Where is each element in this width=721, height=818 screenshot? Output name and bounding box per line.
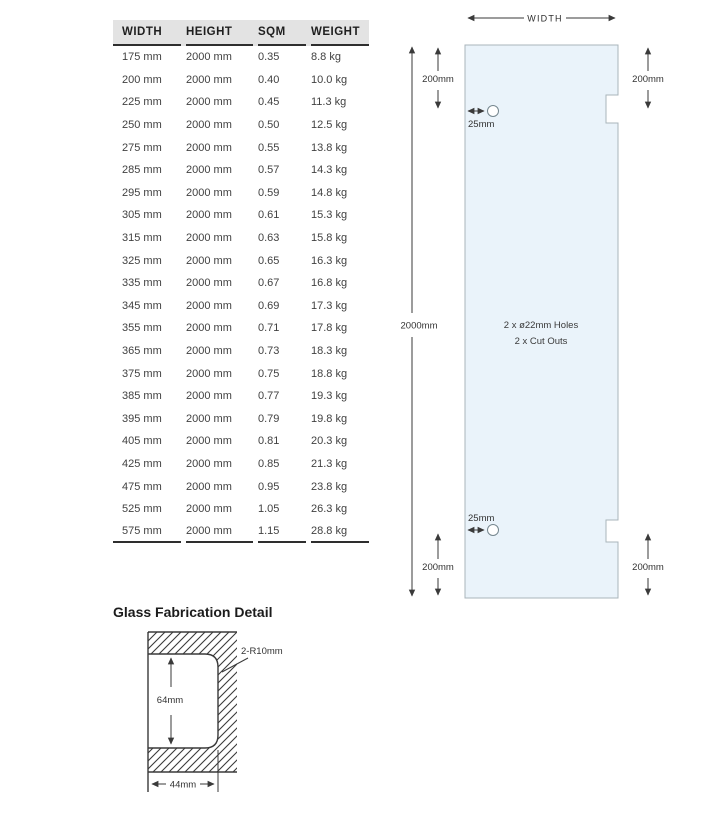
table-row [113, 114, 369, 137]
spec-table [108, 20, 374, 543]
table-row [113, 46, 369, 69]
table-cell: 18.3 kg [311, 345, 348, 358]
table-cell: 14.3 kg [311, 164, 348, 177]
table-cell: 375 mm [122, 367, 162, 380]
table-cell: 0.73 [258, 345, 280, 358]
table-cell: 575 mm [113, 520, 181, 543]
column-header: SQM [258, 20, 306, 46]
table-row [113, 227, 369, 250]
table-cell: 1.05 [258, 503, 280, 516]
table-cell: 15.3 kg [311, 209, 348, 222]
table-cell: 2000 mm [186, 51, 232, 64]
corner-radius-label: 2-R10mm [241, 646, 283, 657]
table-cell: 295 mm [122, 186, 162, 199]
table-cell: 2000 mm [186, 367, 232, 380]
table-cell: 17.8 kg [311, 322, 348, 335]
table-row [113, 272, 369, 295]
table-row [113, 453, 369, 476]
spec-table-body [113, 46, 369, 543]
table-cell: 17.3 kg [311, 299, 348, 312]
table-cell: 0.50 [258, 119, 280, 132]
fabrication-detail-drawing [100, 625, 360, 818]
table-cell: 0.63 [258, 232, 280, 245]
table-cell: 345 mm [122, 299, 162, 312]
table-cell: 385 mm [122, 390, 162, 403]
glass-panel-diagram [380, 0, 721, 620]
table-cell: 325 mm [122, 254, 162, 267]
cutout-height-dimension [157, 658, 183, 744]
table-cell: 0.79 [258, 412, 280, 425]
table-cell: 335 mm [122, 277, 162, 290]
table-cell: 2000 mm [186, 390, 232, 403]
cutout-depth-label: 44mm [169, 779, 197, 791]
table-cell: 395 mm [122, 412, 162, 425]
table-cell: 10.0 kg [311, 73, 348, 86]
table-cell: 200 mm [122, 73, 162, 86]
offset-bottom-right-label: 200mm [632, 562, 664, 573]
table-row [113, 385, 369, 408]
width-dim-label: WIDTH [527, 13, 563, 24]
hole-offset-bottom-label: 25mm [468, 513, 495, 524]
total-height-dimension [401, 47, 438, 596]
table-cell: 1.15 [258, 520, 306, 543]
table-cell: 2000 mm [186, 277, 232, 290]
table-row [113, 136, 369, 159]
table-row [113, 182, 369, 205]
table-cell: 365 mm [122, 345, 162, 358]
column-header: WEIGHT [311, 20, 369, 46]
table-cell: 28.8 kg [311, 520, 369, 543]
table-cell: 275 mm [122, 141, 162, 154]
table-cell: 0.95 [258, 480, 280, 493]
table-cell: 0.65 [258, 254, 280, 267]
table-cell: 2000 mm [186, 186, 232, 199]
table-cell: 14.8 kg [311, 186, 348, 199]
table-cell: 2000 mm [186, 503, 232, 516]
table-cell: 13.8 kg [311, 141, 348, 154]
table-cell: 285 mm [122, 164, 162, 177]
table-cell: 0.55 [258, 141, 280, 154]
table-cell: 2000 mm [186, 322, 232, 335]
table-cell: 0.40 [258, 73, 280, 86]
hole-bottom-circle [488, 525, 499, 536]
table-row [113, 475, 369, 498]
table-row [113, 159, 369, 182]
offset-top-left-dimension [422, 48, 454, 108]
hole-top-circle [488, 106, 499, 117]
table-cell: 18.8 kg [311, 367, 348, 380]
table-cell: 8.8 kg [311, 51, 341, 64]
table-cell: 0.69 [258, 299, 280, 312]
hole-offset-top-label: 25mm [468, 119, 495, 130]
table-cell: 20.3 kg [311, 435, 348, 448]
table-cell: 0.81 [258, 435, 280, 448]
table-row [113, 520, 369, 543]
width-dimension [468, 14, 615, 24]
table-cell: 225 mm [122, 96, 162, 109]
total-height-label: 2000mm [400, 320, 438, 332]
table-cell: 16.8 kg [311, 277, 348, 290]
table-cell: 315 mm [122, 232, 162, 245]
table-cell: 12.5 kg [311, 119, 348, 132]
column-header: WIDTH [113, 20, 181, 46]
table-row [113, 430, 369, 453]
table-cell: 0.85 [258, 457, 280, 470]
table-cell: 175 mm [122, 51, 162, 64]
table-row [113, 249, 369, 272]
table-cell: 475 mm [122, 480, 162, 493]
table-cell: 26.3 kg [311, 503, 348, 516]
table-cell: 2000 mm [186, 141, 232, 154]
table-row [113, 362, 369, 385]
table-cell: 2000 mm [186, 520, 253, 543]
table-cell: 2000 mm [186, 119, 232, 132]
table-cell: 0.77 [258, 390, 280, 403]
panel-note-cutouts: 2 x Cut Outs [514, 336, 568, 347]
table-row [113, 295, 369, 318]
table-cell: 425 mm [122, 457, 162, 470]
offset-top-right-dimension [632, 48, 664, 108]
table-cell: 0.45 [258, 96, 280, 109]
table-row [113, 91, 369, 114]
table-cell: 0.61 [258, 209, 280, 222]
table-cell: 2000 mm [186, 412, 232, 425]
table-cell: 525 mm [122, 503, 162, 516]
panel-note-holes: 2 x ø22mm Holes [503, 320, 579, 331]
table-cell: 11.3 kg [311, 96, 347, 109]
table-cell: 2000 mm [186, 480, 232, 493]
column-header: HEIGHT [186, 20, 253, 46]
table-cell: 2000 mm [186, 73, 232, 86]
cutout-height-label: 64mm [156, 695, 184, 706]
table-cell: 2000 mm [186, 164, 232, 177]
offset-top-left-label: 200mm [422, 74, 454, 85]
offset-bottom-left-dimension [422, 534, 454, 595]
table-cell: 0.75 [258, 367, 280, 380]
spec-table-header-row [113, 20, 369, 46]
table-cell: 15.8 kg [311, 232, 348, 245]
table-cell: 250 mm [122, 119, 162, 132]
table-cell: 2000 mm [186, 209, 232, 222]
table-row [113, 498, 369, 521]
fabrication-detail-title: Glass Fabrication Detail [113, 604, 273, 620]
table-cell: 305 mm [122, 209, 162, 222]
offset-bottom-left-label: 200mm [422, 562, 454, 573]
table-cell: 2000 mm [186, 435, 232, 448]
table-cell: 19.3 kg [311, 390, 348, 403]
table-cell: 2000 mm [186, 299, 232, 312]
table-row [113, 317, 369, 340]
table-cell: 23.8 kg [311, 480, 348, 493]
table-cell: 0.71 [258, 322, 280, 335]
table-row [113, 340, 369, 363]
table-cell: 2000 mm [186, 232, 232, 245]
table-cell: 0.67 [258, 277, 280, 290]
table-cell: 405 mm [122, 435, 162, 448]
table-cell: 2000 mm [186, 457, 232, 470]
table-cell: 0.59 [258, 186, 280, 199]
table-cell: 2000 mm [186, 96, 232, 109]
table-cell: 2000 mm [186, 254, 232, 267]
table-row [113, 408, 369, 431]
table-cell: 2000 mm [186, 345, 232, 358]
table-row [113, 204, 369, 227]
table-cell: 355 mm [122, 322, 162, 335]
table-row [113, 69, 369, 92]
table-cell: 16.3 kg [311, 254, 348, 267]
table-cell: 0.57 [258, 164, 280, 177]
table-cell: 19.8 kg [311, 412, 348, 425]
offset-top-right-label: 200mm [632, 74, 664, 85]
offset-bottom-right-dimension [632, 534, 664, 595]
table-cell: 21.3 kg [311, 457, 348, 470]
table-cell: 0.35 [258, 51, 280, 64]
